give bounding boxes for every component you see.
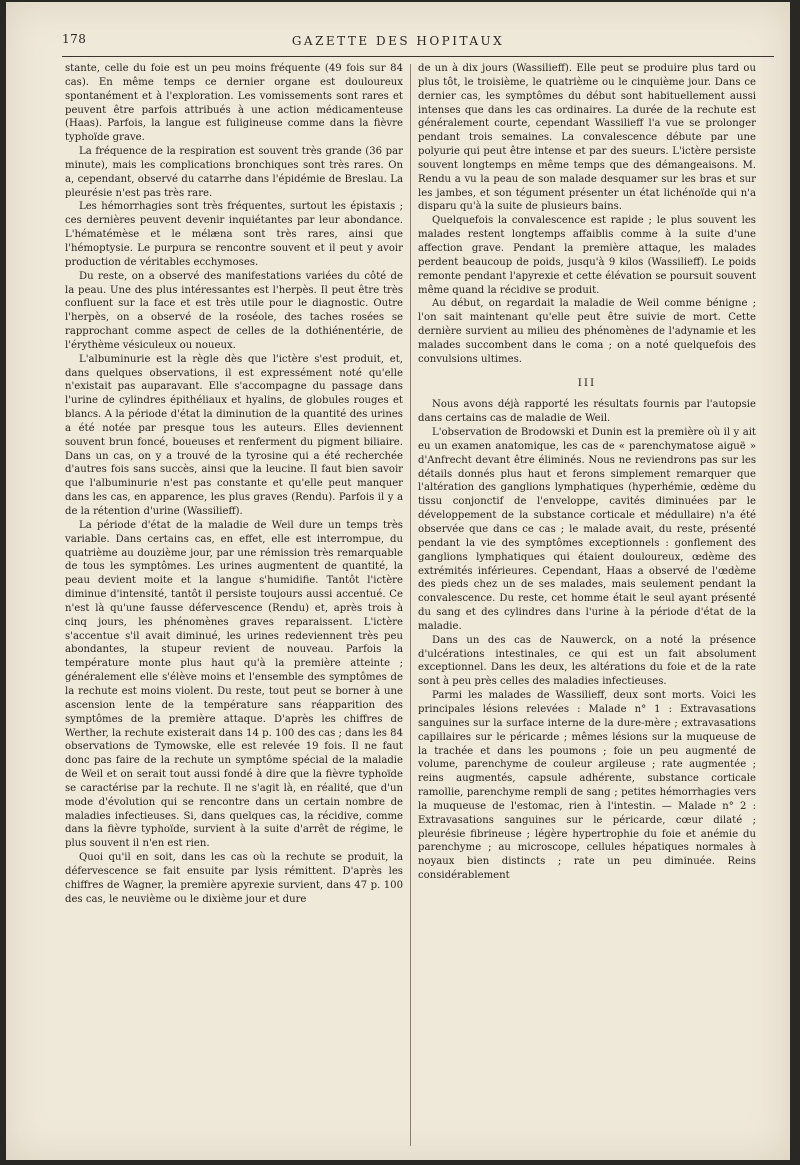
section-heading: III: [577, 376, 597, 389]
right-column: [418, 62, 756, 1152]
paragraph: Parmi les malades de Wassilieff, deux sont morts. Voici les principales lésions relevées : Malade n° 1 : Extravasations sanguines sur la surface interne de la dure-mère ; extravasations capillaires sur le péricarde ; mêmes lésions sur la muqueuse de la trachée et dans les poumons ; foie un peu augmenté de volume, parenchyme de couleur argileuse ; rate augmentée ; reins augmentés, capsule adhérente, substance corticale ramollie, parenchyme rempli de sang ; petites hémorrhagies vers la muqueuse de l'estomac, rien à l'intestin. — Malade n° 2 : Extravasations sanguines sur le péricarde, cœur dilaté ; pleurésie fibrineuse ; légère hypertrophie du foie et anémie du parenchyme ; au microscope, cellules hépatiques normales à noyaux bien distincts ; rate un peu diminuée. Reins considérablement: [418, 690, 756, 882]
paragraph: Quelquefois la convalescence est rapide ; le plus souvent les malades restent longtemps affaiblis comme à la suite d'une affection grave. Pendant la première attaque, les malades perdent beaucoup de poids, jusqu'à 9 kilos (Wassilieff). Le poids remonte pendant l'apyrexie et cette élévation se poursuit souvent même quand la récidive se produit.: [418, 215, 756, 296]
page-number: 178: [62, 32, 87, 46]
column-divider: [410, 64, 411, 1146]
left-column: [65, 62, 403, 1152]
header-rule: [62, 56, 774, 57]
running-head: GAZETTE DES HOPITAUX: [291, 34, 505, 48]
paragraph: Au début, on regardait la maladie de Weil comme bénigne ; l'on sait maintenant qu'elle peut être suivie de mort. Cette dernière survient au milieu des phénomènes de l'adynamie et les malades succombent dans le coma ; on a noté quelquefois des convulsions ultimes.: [418, 298, 756, 365]
paragraph: Quoi qu'il en soit, dans les cas où la rechute se produit, la défervescence se fait ensuite par lysis rémittent. D'après les chiffres de Wagner, la première apyrexie survient, dans 47 p. 100 des cas, le neuvième ou le dixième jour et dure: [65, 852, 403, 905]
paragraph: Du reste, on a observé des manifestations variées du côté de la peau. Une des plus intéressantes est l'herpès. Il peut être très confluent sur la face et est très utile pour le diagnostic. Outre l'herpès, on a observé de la roséole, des taches rosées se rapprochant comme aspect de celles de la dothiénentérie, de l'érythème vésiculeux ou noueux.: [65, 270, 403, 351]
paragraph: stante, celle du foie est un peu moins fréquente (49 fois sur 84 cas). En même temps ce dernier organe est douloureux spontanément et à l'exploration. Les vomissements sont rares et peuvent être parfois attribués à une action médicamenteuse (Haas). Parfois, la langue est fuligineuse comme dans la fièvre typhoïde grave.: [65, 63, 403, 144]
paragraph: L'albuminurie est la règle dès que l'ictère s'est produit, et, dans quelques observations, il est expressément noté qu'elle n'existait pas auparavant. Elle s'accompagne du passage dans l'urine de cylindres épithéliaux et hyalins, de globules rouges et blancs. A la période d'état la diminution de la quantité des urines a été notée par presque tous les auteurs. Elles deviennent souvent brun foncé, boueuses et renferment du pigment biliaire. Dans un cas, on y a trouvé de la tyrosine qui a été recherchée d'autres fois sans succès, ainsi que la leucine. Il faut bien savoir que l'albuminurie n'est pas constante et qu'elle peut manquer dans les cas, en apparence, les plus graves (Rendu). Parfois il y a de la rétention d'urine (Wassilieff).: [65, 353, 403, 517]
newspaper-page: [6, 2, 790, 1160]
paragraph: La période d'état de la maladie de Weil dure un temps très variable. Dans certains cas, en effet, elle est interrompue, du quatrième au douzième jour, par une rémission très remarquable de tous les symptômes. Les urines augmentent de quantité, la peau devient moite et la langue s'humidifie. Tantôt l'ictère diminue d'intensité, tantôt il persiste toujours aussi accentué. Ce n'est là qu'une fausse défervescence (Rendu) et, après trois à cinq jours, les phénomènes graves reparaissent. L'ictère s'accentue s'il avait diminué, les urines redeviennent très peu abondantes, la stupeur revient de nouveau. Parfois la température monte plus haut qu'à la première atteinte ; généralement elle s'élève moins et l'ensemble des symptômes de la rechute est moins violent. Du reste, tout peut se borner à une ascension lente de la température sans réapparition des symptômes de la première attaque. D'après les chiffres de Werther, la rechute existerait dans 14 p. 100 des cas ; dans les 84 observations de Tymowske, elle est relevée 19 fois. Il ne faut donc pas faire de la rechute un symptôme spécial de la maladie de Weil et on serait tout aussi fondé à dire que la fièvre typhoïde se caractérise par la rechute. Il ne s'agit là, en réalité, que d'un mode d'évolution qui se rencontre dans un certain nombre de maladies infectieuses. Si, dans quelques cas, la récidive, comme dans la fièvre typhoïde, survient à la suite d'arrêt de régime, le plus souvent il n'en est rien.: [65, 519, 403, 850]
paragraph: de un à dix jours (Wassilieff). Elle peut se produire plus tard ou plus tôt, le troisième, le quatrième ou le cinquième jour. Dans ce dernier cas, les symptômes du début sont habituellement aussi intenses que dans les cas ordinaires. La durée de la rechute est généralement courte, cependant Wassilieff l'a vue se prolonger pendant trois semaines. La convalescence débute par une polyurie qui peut être intense et par des sueurs. L'ictère persiste souvent longtemps en même temps que des démangeaisons. M. Rendu a vu la peau de son malade desquamer sur les bras et sur les jambes, et son tégument présenter un état lichénoïde qui n'a disparu qu'à la suite de plusieurs bains.: [418, 63, 756, 213]
paragraph: Nous avons déjà rapporté les résultats fournis par l'autopsie dans certains cas de maladie de Weil.: [418, 399, 756, 425]
paragraph: L'observation de Brodowski et Dunin est la première où il y ait eu un examen anatomique, les cas de « parenchymatose aiguë » d'Anfrecht devant être éliminés. Nous ne reviendrons pas sur les détails donnés plus haut et ferons simplement remarquer que l'altération des ganglions lymphatiques (hyperhémie, œdème du tissu conjonctif de l'enveloppe, cavités diminuées par le développement de la substance corticale et médullaire) n'a été observée que dans ce cas ; le malade avait, du reste, présenté pendant la vie des symptômes exceptionnels : gonflement des ganglions lymphatiques qui étaient douloureux, œdème des extrémités inférieures. Cependant, Haas a observé de l'œdème des pieds chez un de ses malades, mais seulement pendant la convalescence. Du reste, cet homme était le seul ayant présenté du sang et des cylindres dans l'urine à la période d'état de la maladie.: [418, 427, 756, 632]
paragraph: La fréquence de la respiration est souvent très grande (36 par minute), mais les complications bronchiques sont très rares. On a, cependant, observé du catarrhe dans l'épidémie de Breslau. La pleurésie n'est pas très rare.: [65, 146, 403, 199]
paragraph: Les hémorrhagies sont très fréquentes, surtout les épistaxis ; ces dernières peuvent devenir inquiétantes par leur abondance. L'hématémèse et le mélæna sont très rares, ainsi que l'hémoptysie. Le purpura se rencontre souvent et il peut y avoir production de véritables ecchymoses.: [65, 201, 403, 268]
paragraph: Dans un des cas de Nauwerck, on a noté la présence d'ulcérations intestinales, ce qui est un fait absolument exceptionnel. Dans les deux, les altérations du foie et de la rate sont à peu près celles des maladies infectieuses.: [418, 634, 756, 688]
